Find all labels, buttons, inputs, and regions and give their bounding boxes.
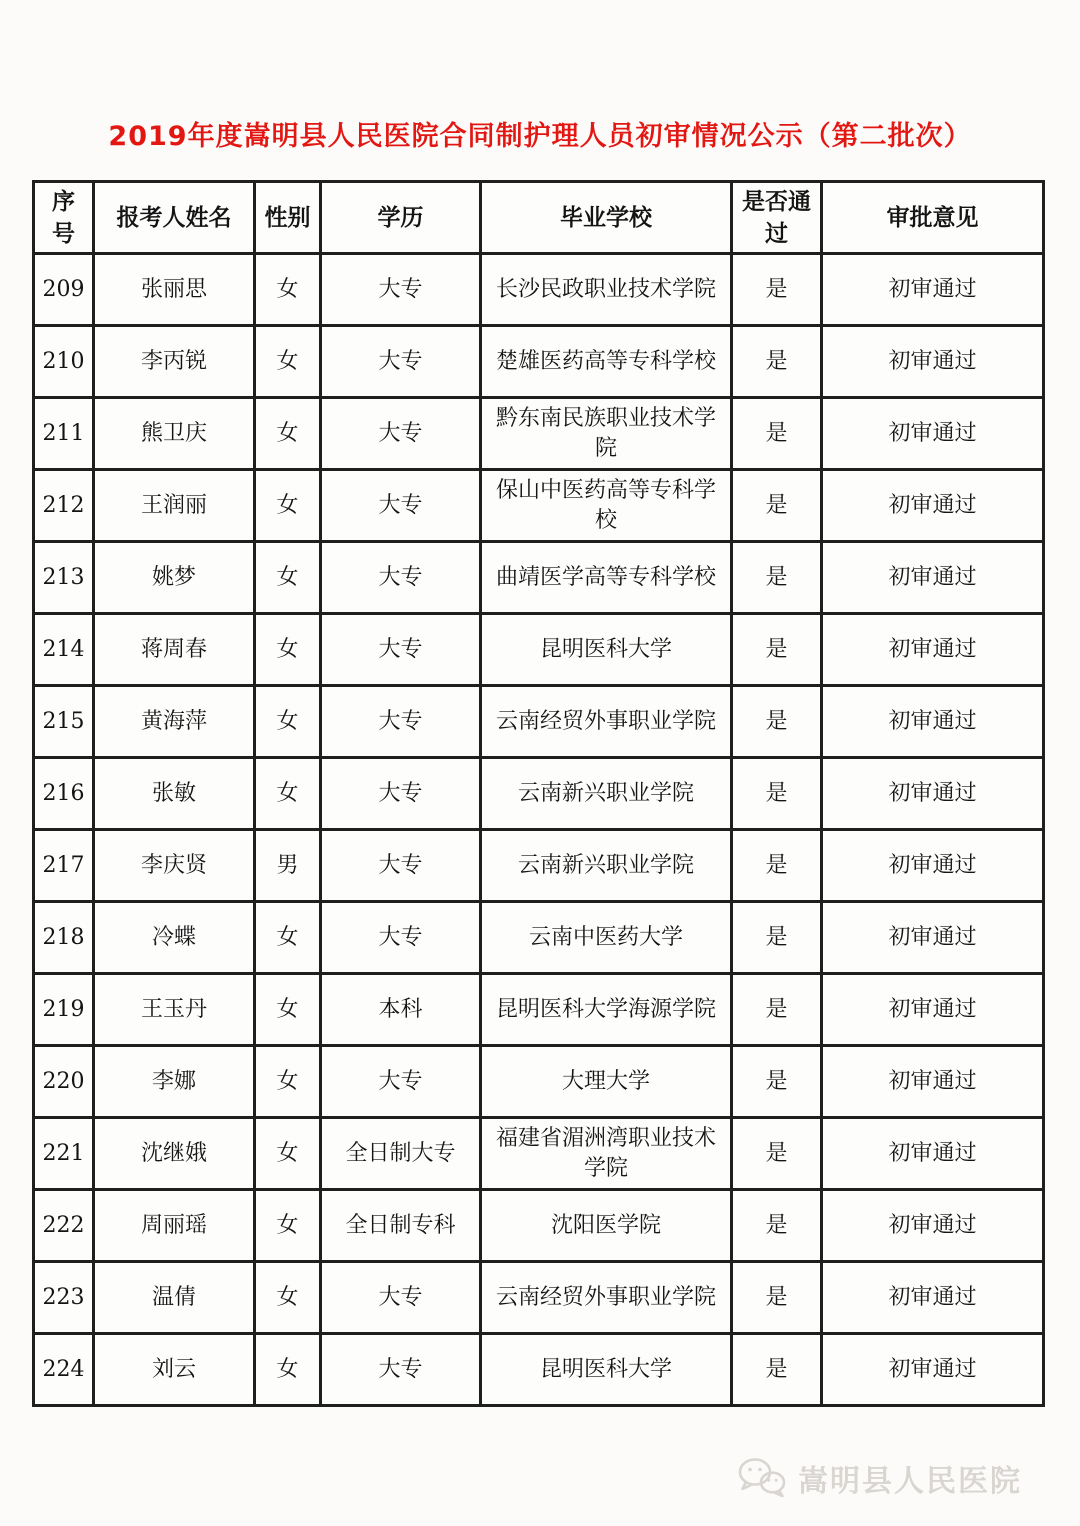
table-cell: 大专 (321, 686, 481, 758)
table-cell: 215 (34, 686, 94, 758)
table-cell: 沈继娥 (94, 1118, 255, 1190)
table-cell: 大专 (321, 1334, 481, 1406)
table-cell: 女 (255, 398, 321, 470)
table-cell: 王玉丹 (94, 974, 255, 1046)
table-cell: 女 (255, 1118, 321, 1190)
table-cell: 初审通过 (822, 758, 1044, 830)
table-cell: 初审通过 (822, 1190, 1044, 1262)
table-cell: 女 (255, 1262, 321, 1334)
column-header: 学历 (321, 182, 481, 254)
table-row (34, 398, 1044, 470)
table-cell: 昆明医科大学海源学院 (481, 974, 732, 1046)
table-cell: 218 (34, 902, 94, 974)
table-cell: 初审通过 (822, 902, 1044, 974)
table-cell: 王润丽 (94, 470, 255, 542)
table-cell: 女 (255, 326, 321, 398)
table-cell: 女 (255, 1046, 321, 1118)
table-cell: 初审通过 (822, 542, 1044, 614)
table-cell: 初审通过 (822, 470, 1044, 542)
table-cell: 初审通过 (822, 1046, 1044, 1118)
table-cell: 是 (732, 1262, 822, 1334)
table-cell: 是 (732, 686, 822, 758)
table-cell: 全日制大专 (321, 1118, 481, 1190)
table-cell: 云南新兴职业学院 (481, 830, 732, 902)
table-cell: 大专 (321, 470, 481, 542)
column-header: 毕业学校 (481, 182, 732, 254)
table-cell: 女 (255, 1190, 321, 1262)
table-cell: 女 (255, 470, 321, 542)
table-cell: 女 (255, 614, 321, 686)
table-cell: 熊卫庆 (94, 398, 255, 470)
table-cell: 云南中医药大学 (481, 902, 732, 974)
table-cell: 是 (732, 1334, 822, 1406)
table-cell: 213 (34, 542, 94, 614)
table-row (34, 1262, 1044, 1334)
table-cell: 温倩 (94, 1262, 255, 1334)
table-row (34, 902, 1044, 974)
table-cell: 大专 (321, 542, 481, 614)
table-row (34, 758, 1044, 830)
column-header: 报考人姓名 (94, 182, 255, 254)
table-cell: 初审通过 (822, 1118, 1044, 1190)
table-cell: 是 (732, 758, 822, 830)
table-cell: 219 (34, 974, 94, 1046)
hospital-watermark (737, 1456, 1022, 1500)
table-cell: 初审通过 (822, 254, 1044, 326)
table-cell: 221 (34, 1118, 94, 1190)
table-cell: 大专 (321, 254, 481, 326)
table-row (34, 1118, 1044, 1190)
table-cell: 女 (255, 686, 321, 758)
table-row (34, 1334, 1044, 1406)
table-cell: 大专 (321, 614, 481, 686)
table-cell: 云南经贸外事职业学院 (481, 686, 732, 758)
table-cell: 是 (732, 542, 822, 614)
watermark-text: 嵩明县人民医院 (798, 1464, 1022, 1499)
table-cell: 大理大学 (481, 1046, 732, 1118)
table-cell: 初审通过 (822, 830, 1044, 902)
table-cell: 大专 (321, 398, 481, 470)
table-cell: 大专 (321, 326, 481, 398)
table-cell: 是 (732, 974, 822, 1046)
table-cell: 216 (34, 758, 94, 830)
table-cell: 全日制专科 (321, 1190, 481, 1262)
table-row (34, 1046, 1044, 1118)
table-cell: 210 (34, 326, 94, 398)
column-header: 是否通过 (732, 182, 822, 254)
table-cell: 初审通过 (822, 1334, 1044, 1406)
table-row (34, 326, 1044, 398)
table-cell: 女 (255, 974, 321, 1046)
table-row (34, 1190, 1044, 1262)
table-row (34, 542, 1044, 614)
table-cell: 李娜 (94, 1046, 255, 1118)
table-cell: 是 (732, 902, 822, 974)
table-cell: 蒋周春 (94, 614, 255, 686)
table-header-row (34, 182, 1044, 254)
table-cell: 212 (34, 470, 94, 542)
table-cell: 云南新兴职业学院 (481, 758, 732, 830)
table-cell: 女 (255, 758, 321, 830)
column-header: 序号 (34, 182, 94, 254)
table-cell: 刘云 (94, 1334, 255, 1406)
table-cell: 大专 (321, 830, 481, 902)
table-cell: 是 (732, 1190, 822, 1262)
table-cell: 大专 (321, 902, 481, 974)
table-cell: 福建省湄洲湾职业技术学院 (481, 1118, 732, 1190)
table-cell: 222 (34, 1190, 94, 1262)
table-cell: 是 (732, 830, 822, 902)
table-cell: 张丽思 (94, 254, 255, 326)
table-cell: 是 (732, 470, 822, 542)
table-cell: 220 (34, 1046, 94, 1118)
table-cell: 姚梦 (94, 542, 255, 614)
table-cell: 211 (34, 398, 94, 470)
table-row (34, 686, 1044, 758)
table-cell: 初审通过 (822, 614, 1044, 686)
table-cell: 初审通过 (822, 974, 1044, 1046)
table-cell: 是 (732, 614, 822, 686)
table-cell: 大专 (321, 758, 481, 830)
table-cell: 初审通过 (822, 326, 1044, 398)
column-header: 性别 (255, 182, 321, 254)
table-cell: 是 (732, 326, 822, 398)
table-cell: 224 (34, 1334, 94, 1406)
table-cell: 男 (255, 830, 321, 902)
table-row (34, 470, 1044, 542)
table-cell: 云南经贸外事职业学院 (481, 1262, 732, 1334)
table-cell: 黄海萍 (94, 686, 255, 758)
table-cell: 楚雄医药高等专科学校 (481, 326, 732, 398)
table-cell: 冷蝶 (94, 902, 255, 974)
table-cell: 214 (34, 614, 94, 686)
table-cell: 初审通过 (822, 1262, 1044, 1334)
table-cell: 昆明医科大学 (481, 614, 732, 686)
table-cell: 女 (255, 254, 321, 326)
table-cell: 是 (732, 1118, 822, 1190)
table-cell: 沈阳医学院 (481, 1190, 732, 1262)
table-cell: 大专 (321, 1262, 481, 1334)
table-cell: 本科 (321, 974, 481, 1046)
table-cell: 是 (732, 398, 822, 470)
table-cell: 是 (732, 1046, 822, 1118)
wechat-icon (737, 1457, 789, 1499)
table-cell: 大专 (321, 1046, 481, 1118)
table-cell: 是 (732, 254, 822, 326)
table-cell: 曲靖医学高等专科学校 (481, 542, 732, 614)
review-table-body (34, 254, 1044, 1406)
table-cell: 长沙民政职业技术学院 (481, 254, 732, 326)
table-cell: 女 (255, 542, 321, 614)
column-header: 审批意见 (822, 182, 1044, 254)
table-row (34, 254, 1044, 326)
page-title: 2019年度嵩明县人民医院合同制护理人员初审情况公示（第二批次） (108, 121, 972, 152)
table-cell: 女 (255, 902, 321, 974)
table-cell: 223 (34, 1262, 94, 1334)
table-cell: 209 (34, 254, 94, 326)
table-cell: 昆明医科大学 (481, 1334, 732, 1406)
table-cell: 黔东南民族职业技术学院 (481, 398, 732, 470)
table-row (34, 974, 1044, 1046)
table-cell: 李丙锐 (94, 326, 255, 398)
table-cell: 217 (34, 830, 94, 902)
table-cell: 初审通过 (822, 398, 1044, 470)
table-row (34, 614, 1044, 686)
table-row (34, 830, 1044, 902)
table-cell: 李庆贤 (94, 830, 255, 902)
table-cell: 女 (255, 1334, 321, 1406)
table-cell: 初审通过 (822, 686, 1044, 758)
table-cell: 张敏 (94, 758, 255, 830)
table-cell: 保山中医药高等专科学校 (481, 470, 732, 542)
review-table (32, 180, 1045, 1407)
table-cell: 周丽瑶 (94, 1190, 255, 1262)
